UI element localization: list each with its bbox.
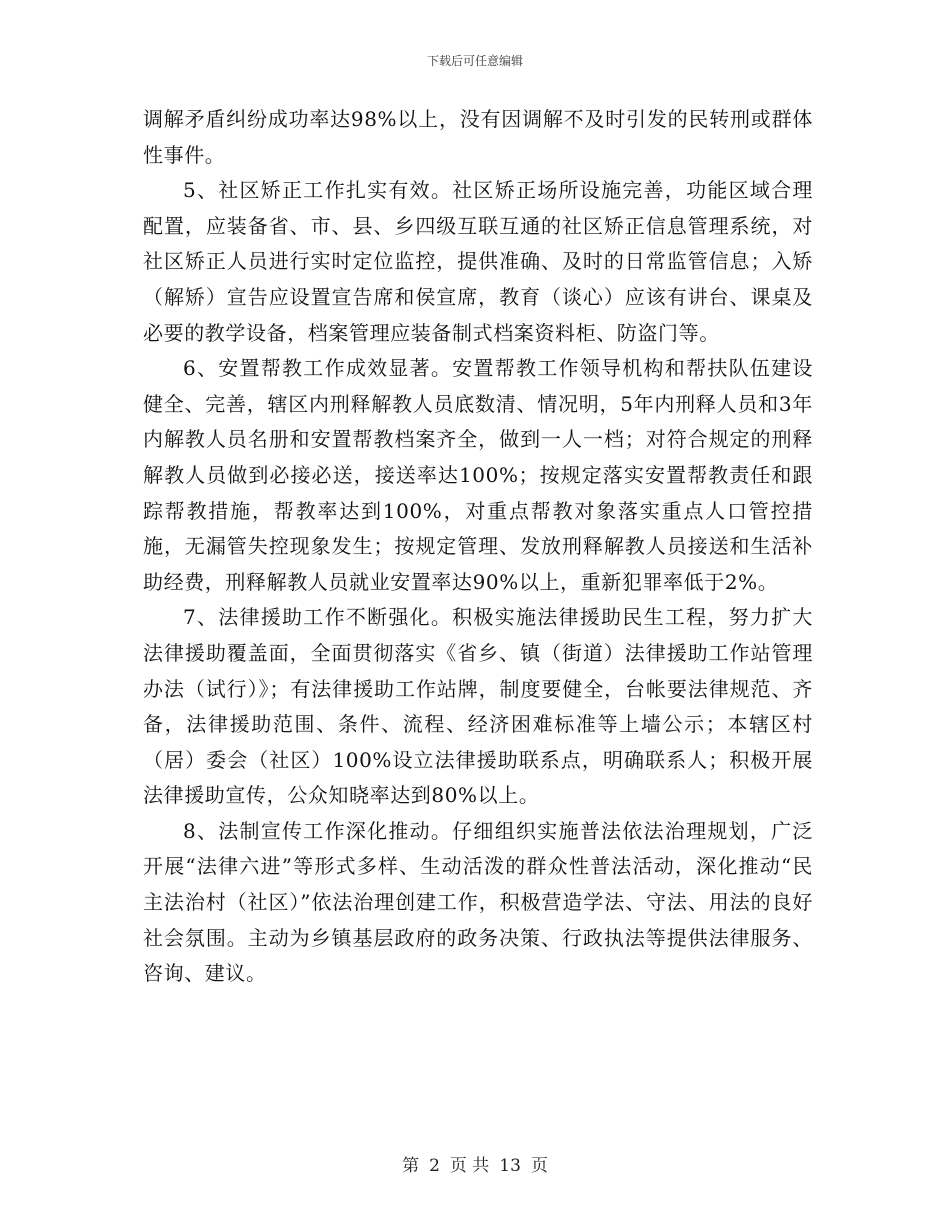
page-header xyxy=(0,52,950,69)
footer-prefix: 第 xyxy=(402,1156,420,1176)
paragraph-legal-publicity: 8、法制宣传工作深化推动。仔细组织实施普法依法治理规划，广泛开展“法律六进”等形式多样、生动活泼的群众性普法活动，深化推动“民主法治村（社区）”依法治理创建工作，积极营造学法、守法、用法的良好社会氛围。主动为乡镇基层政府的政务决策、行政执法等提供法律服务、咨询、建议。 xyxy=(143,818,813,986)
paragraph-resettlement: 6、安置帮教工作成效显著。安置帮教工作领导机构和帮扶队伍建设健全、完善，辖区内刑释解教人员底数清、情况明，5年内刑释人员和3年内解教人员名册和安置帮教档案齐全，做到一人一档；对符合规定的刑释解教人员做到必接必送，接送率达100%；按规定落实安置帮教责任和跟踪帮教措施，帮教率达到100%，对重点帮教对象落实重点人口管控措施，无漏管失控现象发生；按规定管理、发放刑释解教人员接送和生活补助经费，刑释解教人员就业安置率达90%以上，重新犯罪率低于2%。 xyxy=(143,356,813,594)
document-body xyxy=(143,102,813,992)
paragraph-continuation: 调解矛盾纠纷成功率达98%以上，没有因调解不及时引发的民转刑或群体性事件。 xyxy=(143,107,813,167)
footer-suffix: 页 xyxy=(530,1156,548,1176)
paragraph-community-correction: 5、社区矫正工作扎实有效。社区矫正场所设施完善，功能区域合理配置，应装备省、市、县、乡四级互联互通的社区矫正信息管理系统，对社区矫正人员进行实时定位监控，提供准确、及时的日常监管信息；入矫（解矫）宣告应设置宣告席和侯宣席，教育（谈心）应该有讲台、课桌及必要的教学设备，档案管理应装备制式档案资料柜、防盗门等。 xyxy=(143,178,813,345)
paragraph-legal-aid: 7、法律援助工作不断强化。积极实施法律援助民生工程，努力扩大法律援助覆盖面，全面贯彻落实《省乡、镇（街道）法律援助工作站管理办法（试行）》；有法律援助工作站牌，制度要健全，台帐要法律规范、齐备，法律援助范围、条件、流程、经济困难标准等上墙公示；本辖区村（居）委会（社区）100%设立法律援助联系点，明确联系人；积极开展法律援助宣传，公众知晓率达到80%以上。 xyxy=(143,605,813,808)
page-footer xyxy=(0,1151,950,1176)
footer-page-number: 2 xyxy=(429,1156,440,1176)
footer-mid: 页 共 xyxy=(449,1156,490,1176)
header-text: 下载后可任意编辑 xyxy=(426,54,523,68)
footer-total-pages: 13 xyxy=(499,1156,521,1176)
